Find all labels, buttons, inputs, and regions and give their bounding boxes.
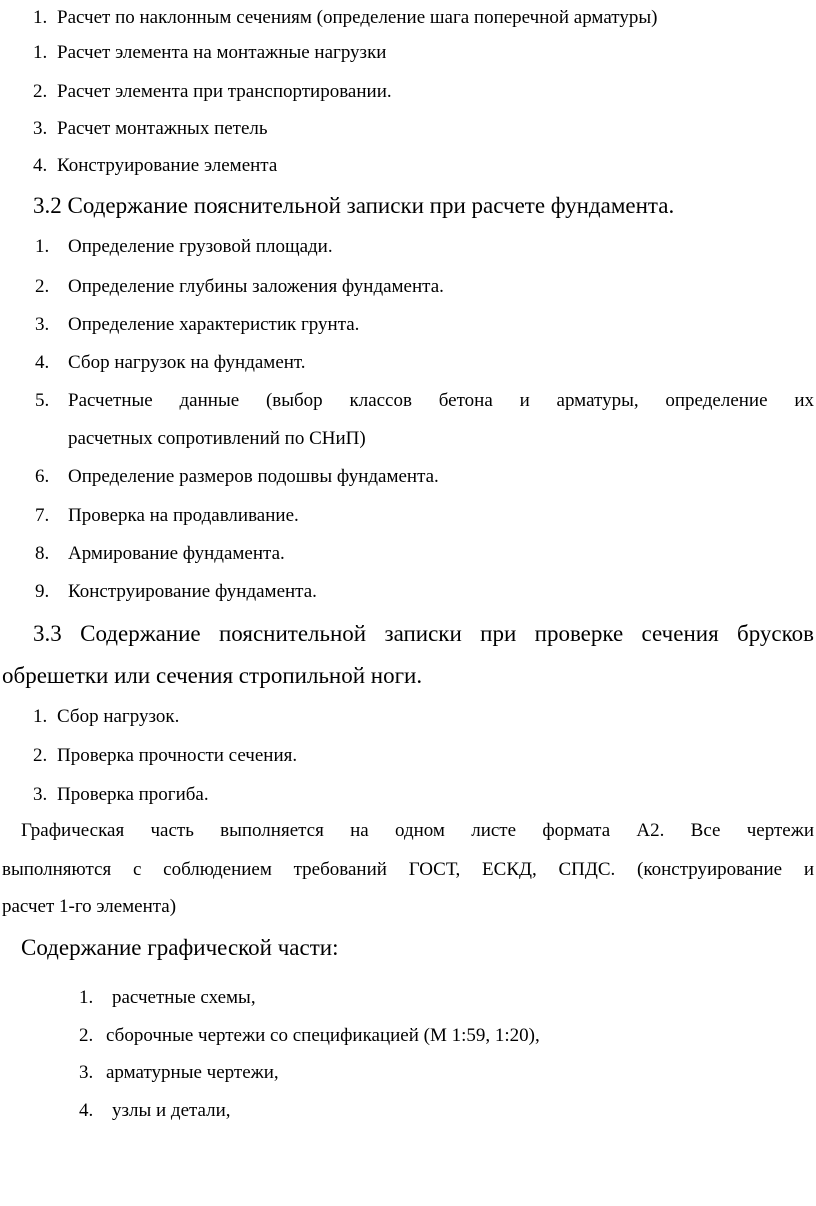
list-item-text-continuation: расчетных сопротивлений по СНиП) [68,428,366,449]
list-item-text: расчетные схемы, [112,987,256,1008]
list-item-number: 1. [79,987,94,1008]
list-item-number: 1. [33,7,48,28]
list-item-number: 2. [33,745,48,766]
list-item-text: сборочные чертежи со спецификацией (М 1:59, 1:20), [106,1025,540,1046]
section-heading: Содержание графической части: [21,935,339,960]
list-item-text: Армирование фундамента. [68,543,285,564]
list-item-text: Проверка на продавливание. [68,505,299,526]
list-item-number: 6. [35,466,50,487]
list-item-text: Конструирование фундамента. [68,581,317,602]
list-item-text: Определение грузовой площади. [68,236,333,257]
list-item-text: Расчет элемента при транспортировании. [57,81,392,102]
paragraph-line: выполняются с соблюдением требований ГОСТ, ЕСКД, СПДС. (конструирование и [2,859,814,880]
list-item-number: 8. [35,543,50,564]
list-item-number: 3. [33,118,48,139]
list-item-text: Определение размеров подошвы фундамента. [68,466,439,487]
list-item-text: Расчет монтажных петель [57,118,268,139]
list-item-number: 7. [35,505,50,526]
list-item-text: Расчет по наклонным сечениям (определение шага поперечной арматуры) [57,7,658,28]
list-item-number: 9. [35,581,50,602]
list-item-text: Проверка прогиба. [57,784,209,805]
list-item-number: 3. [35,314,50,335]
list-item-number: 3. [79,1062,94,1083]
list-item-text: Проверка прочности сечения. [57,745,298,766]
list-item-text: Сбор нагрузок на фундамент. [68,352,306,373]
section-heading: 3.2 Содержание пояснительной записки при расчете фундамента. [33,193,675,218]
list-item-number: 5. [35,390,50,411]
list-item-text: Расчетные данные (выбор классов бетона и арматуры, определение их [68,390,814,411]
list-item-number: 4. [33,155,48,176]
list-item-text: узлы и детали, [112,1100,231,1121]
list-item-text: Сбор нагрузок. [57,706,180,727]
paragraph-line: расчет 1-го элемента) [2,896,177,917]
list-item-number: 2. [35,276,50,297]
list-item-number: 1. [33,706,48,727]
section-heading-continuation: обрешетки или сечения стропильной ноги. [2,663,423,688]
list-item-text: Расчет элемента на монтажные нагрузки [57,42,387,63]
list-item-number: 3. [33,784,48,805]
list-item-number: 2. [33,81,48,102]
list-item-text: Определение характеристик грунта. [68,314,360,335]
list-item-number: 4. [35,352,50,373]
section-heading: 3.3 Содержание пояснительной записки при проверке сечения брусков [33,621,814,646]
list-item-number: 4. [79,1100,94,1121]
list-item-text: Определение глубины заложения фундамента. [68,276,444,297]
list-item-number: 1. [33,42,48,63]
list-item-number: 2. [79,1025,94,1046]
list-item-text: арматурные чертежи, [106,1062,279,1083]
paragraph-line: Графическая часть выполняется на одном листе формата А2. Все чертежи [21,820,814,841]
list-item-text: Конструирование элемента [57,155,278,176]
list-item-number: 1. [35,236,50,257]
